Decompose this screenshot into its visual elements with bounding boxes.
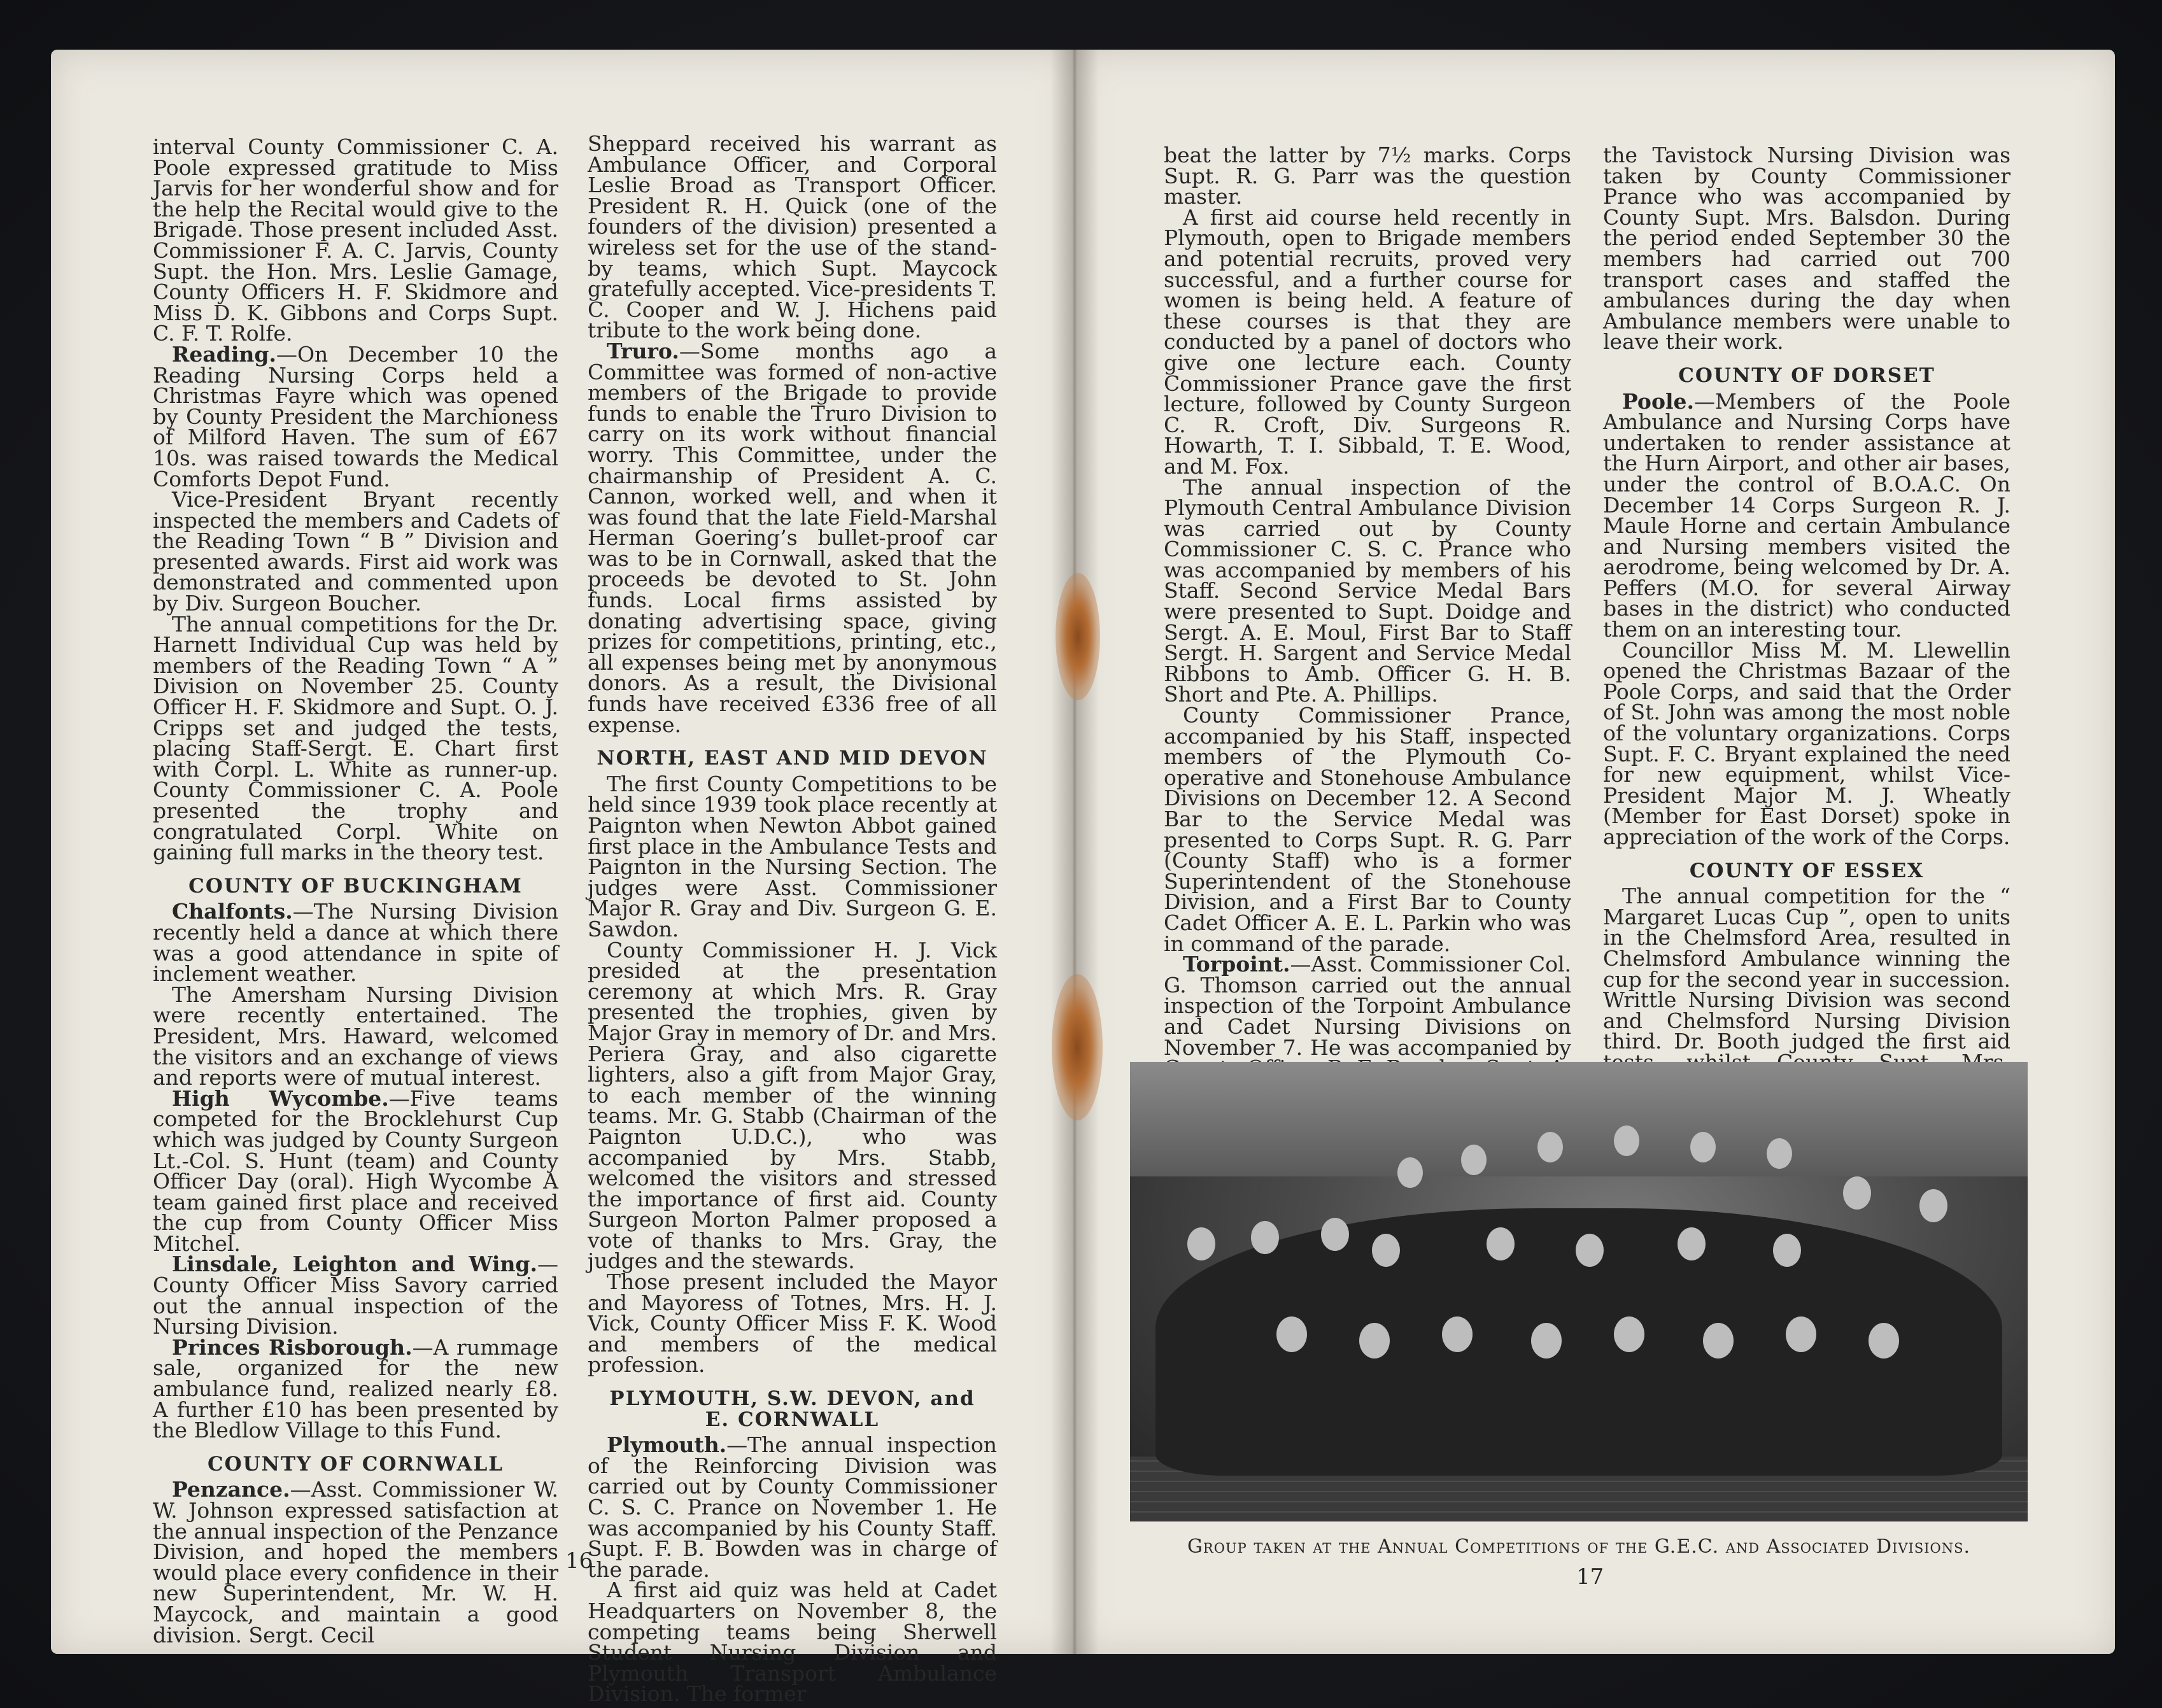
column-2 xyxy=(588,131,997,1707)
rust-stain-upper xyxy=(1056,573,1100,700)
photo-face xyxy=(1461,1145,1487,1175)
section-lead: Linsdale, Leighton and Wing. xyxy=(172,1252,537,1277)
paragraph: The annual inspection of the Plymouth Central Ambulance Division was carried out by County Commissioner C. S. C. Prance who was accompanied by members of his Staff. Second Service Medal Bars were presented to Supt. Doidge and Sergt. A. E. Moul, First Bar to Staff Sergt. H. Sargent and Service Medal Ribbons to Amb. Officer G. H. B. Short and Pte. A. Phillips. xyxy=(1164,474,1571,707)
photo-face xyxy=(1372,1234,1400,1267)
section-lead: Truro. xyxy=(607,338,679,363)
section-heading: COUNTY OF DORSET xyxy=(1678,363,1935,387)
section-lead: Penzance. xyxy=(172,1477,290,1502)
paragraph: County Commissioner H. J. Vick presided at the presentation ceremony at which Mrs. R. Gray presented the trophies, given by Major Gray in memory of Dr. and Mrs. Periera Gray, and also cigarette lighters, also a gift from Major Gray, to each member of the winning teams. Mr. G. Stabb (Chairman of the Paignton U.D.C.), who was accompanied by Mrs. Stabb, welcomed the visitors and stressed the importance of first aid. County Surgeon Morton Palmer proposed a vote of thanks to Mrs. Gray, the judges and the stewards. xyxy=(588,937,997,1274)
photo-face xyxy=(1442,1316,1473,1352)
photo-face xyxy=(1251,1221,1279,1254)
paragraph: The Amersham Nursing Division were recently entertained. The President, Mrs. Haward, welcomed the visitors and an exchange of views and reports were of mutual interest. xyxy=(153,982,558,1090)
paragraph: The annual competition for the “ Margaret Lucas Cup ”, open to units in the Chelmsford Area, resulted in Chelmsford Ambulance winning the cup for the second year in succession. Writtle Nursing Division was second and Chelmsford Nursing Division third. Dr. Booth judged the first aid xyxy=(1603,884,2010,1054)
section-lead: Reading. xyxy=(172,341,276,367)
paragraph: County Commissioner Prance, accompanied by his Staff, inspected members of the Plymouth Co-operative and Stonehouse Ambulance Divisions on December 12. A Second Bar to the Service Medal was presented to Corps Supt. R. G. Parr (County Staff) who is a former Superintendent of the Stonehouse Division, and a First Bar to County Cadet Officer A. E. L. Parkin who was in command of the parade. xyxy=(1164,703,1571,956)
photo-face xyxy=(1786,1316,1816,1352)
paragraph xyxy=(153,1254,558,1337)
section-lead: High Wycombe. xyxy=(172,1085,389,1111)
paragraph xyxy=(588,338,997,737)
paragraph: A first aid course held recently in Plymouth, open to Brigade members and potential recruits, proved very successful, and a further course for women is being held. A feature of these courses is that they are conducted by a panel of doctors who give one lecture each. County Commissioner Prance gave the first lecture, followed by County Surgeon C. R. Croft, Div. Surgeons R. Howarth, T. I. Sibbald, T. E. Wood, and M. Fox. xyxy=(1164,204,1571,479)
column-4 xyxy=(1603,145,2010,1115)
section-heading: COUNTY OF ESSEX xyxy=(1689,859,1925,882)
section-lead: Torpoint. xyxy=(1183,952,1290,977)
paragraph-text: —Members of the Poole Ambulance and Nursing Corps have undertaken to render assistance at the Hurn Airport, and other air bases, under the control of B.O.A.C. On December 14 Corps Surgeon R. J. Maule Horne and certain Ambulance and Nursing members visited the aerodrome, being welcomed by Dr. A. Peffers (M.O. for several Airway bases in the district) who conducted them on an interesting tour. xyxy=(1603,388,2010,642)
section-heading: NORTH, EAST AND MID DEVON xyxy=(597,747,988,770)
section-heading: E. CORNWALL xyxy=(705,1408,880,1431)
photo-face xyxy=(1773,1234,1801,1267)
paragraph xyxy=(153,1334,558,1443)
paragraph: Councillor Miss M. M. Llewellin opened the Christmas Bazaar of the Poole Corps, and said that the Order of St. John was among the most noble of the voluntary organizations. Corps Supt. F. C. Bryant explained the need for new equipment, whilst Vice-President Major M. J. Wheatly (Member for East Dorset) spoke in appreciation of the work of the Corps. xyxy=(1603,637,2010,849)
paragraph xyxy=(1603,388,2010,642)
paragraph xyxy=(153,341,558,491)
section-lead: Princes Risborough. xyxy=(172,1334,413,1360)
paragraph-text: —County Officer Miss Savory carried out the annual inspection of the Nursing Division. xyxy=(153,1252,558,1339)
paragraph: The first County Competitions to be held since 1939 took place recently at Paignton when Newton Abbot gained first place in the Ambulance Tests and Paignton in the Nursing Section. The judges were Asst. Commissioner Major R. Gray and Div. Surgeon G. E. Sawdon. xyxy=(588,771,997,942)
photo-face xyxy=(1919,1189,1947,1222)
rust-stain-lower xyxy=(1052,974,1103,1120)
paragraph: interval County Commissioner C. A. Poole expressed gratitude to Miss Jarvis for her wonderful show and for the help the Recital would give to the Brigade. Those present included Asst. Commissioner F. A. C. Jarvis, County Supt. the Hon. Mrs. Leslie Gamage, County Officers H. F. Skidmore and Miss D. K. Gibbons and Corps Supt. C. F. T. Rolfe. xyxy=(153,134,558,346)
paragraph: Vice-President Bryant recently inspected the members and Cadets of the Reading Town “ B ” Division and presented awards. First aid work was demonstrated and commented upon by Div. Surgeon Boucher. xyxy=(153,487,558,616)
section-lead: Poole. xyxy=(1622,388,1694,414)
paragraph-text: —The annual inspection of the Reinforcing Division was carried out by County Commissioner C. S. C. Prance on November 1. He was accompanied by his County Staff. Supt. F. B. Bowden was in charge of the parade. xyxy=(588,1432,997,1582)
paragraph: beat the latter by 7½ marks. Corps Supt. R. G. Parr was the question master. xyxy=(1164,143,1571,209)
paragraph-text: —On December 10 the Reading Nursing Corps held a Christmas Fayre which was opened by County President the Marchioness of Milford Haven. The sum of £67 10s. was raised towards the Medical Comforts Depot Fund. xyxy=(153,341,558,491)
photo-face xyxy=(1678,1227,1706,1260)
photo-face xyxy=(1531,1323,1562,1359)
photo-background xyxy=(1130,1062,2028,1176)
paragraph: the Tavistock Nursing Division was taken by County Commissioner Prance who was accompanied by County Supt. Mrs. Balsdon. During the period ended September 30 the members had carried out 700 transport cases and staffed the ambulances during the day when Ambulance members were unable to leave their work. xyxy=(1603,143,2010,355)
page-number-right: 17 xyxy=(1576,1564,1604,1590)
photo-caption: Group taken at the Annual Competitions of the G.E.C. and Associated Divisions. xyxy=(1187,1535,1971,1558)
paragraph: Those present included the Mayor and Mayoress of Totnes, Mrs. H. J. Vick, County Officer Miss F. K. Wood and members of the medical profession. xyxy=(588,1269,997,1378)
column-1 xyxy=(153,134,558,1648)
section-heading: PLYMOUTH, S.W. DEVON, and xyxy=(609,1387,975,1411)
paragraph: The annual competitions for the Dr. Harnett Individual Cup was held by members of the Reading Town “ A ” Division on November 25. County Officer H. F. Skidmore and Supt. O. J. Cripps set and judged the tests, placing Staff-Sergt. E. Chart first with Corpl. L. White as runner-up. County Commissioner C. A. Poole presented the trophy and congratulated Corpl. White on gaining full marks in the theory test. xyxy=(153,611,558,865)
section-heading: COUNTY OF BUCKINGHAM xyxy=(188,874,523,898)
photo-face xyxy=(1397,1157,1423,1188)
page-number-left: 16 xyxy=(565,1548,593,1574)
photo-face xyxy=(1359,1323,1390,1359)
paragraph: A first aid quiz was held at Cadet Headquarters on November 8, the competing teams being Sherwell Student Nursing Division and Plymouth Transport Ambulance Division. The former xyxy=(588,1577,997,1707)
binding-gutter xyxy=(1050,50,1099,1654)
group-photograph xyxy=(1130,1062,2028,1521)
paragraph-text: —Five teams competed for the Brocklehurst Cup which was judged by County Surgeon Lt.-Col. S. Hunt (team) and County Officer Day (oral). High Wycombe A team gained first place and received the cup from County Officer Miss Mitchel. xyxy=(153,1085,558,1256)
paragraph-text: —Some months ago a Committee was formed of non-active members of the Brigade to provide funds to enable the Truro Division to carry on its work without financial worry. This Committee, under the chairmanship of President A. C. Cannon, worked well, and when it was found that the late Field-Marshal Herman Goering’s bullet-proof car was to be in Cornwall, asked that the proceeds be devoted to St. John funds. Local firms assisted by donating advertising space, giving prizes for competitions, printing, etc., all expenses being met by anonymous donors. As a result, the Divisional funds have received £336 free of all expense. xyxy=(588,338,997,737)
section-lead: Chalfonts. xyxy=(172,899,293,924)
section-heading: COUNTY OF CORNWALL xyxy=(207,1452,504,1476)
section-lead: Plymouth. xyxy=(607,1432,727,1458)
photo-face xyxy=(1703,1323,1734,1359)
column-3 xyxy=(1164,145,1571,1183)
photo-face xyxy=(1187,1227,1215,1260)
photo-face xyxy=(1321,1218,1349,1251)
paragraph-text: —A rummage sale, organized for the new ambulance fund, realized nearly £8. A further £10 has been presented by the Bledlow Village to this Fund. xyxy=(153,1334,558,1443)
photo-face xyxy=(1576,1234,1604,1267)
photo-face xyxy=(1690,1132,1716,1162)
photo-face xyxy=(1487,1227,1515,1260)
paragraph-text: —Asst. Commissioner W. W. Johnson expressed satisfaction at the annual inspection of the Penzance Division, and hoped the members would place every confidence in their new Superintendent, Mr. W. H. Maycock, and maintain a good division. Sergt. Cecil xyxy=(153,1477,558,1648)
paragraph xyxy=(153,899,558,987)
paragraph xyxy=(588,1432,997,1582)
photo-face xyxy=(1614,1316,1644,1352)
paragraph xyxy=(153,1479,558,1646)
paragraph-text: —The Nursing Division recently held a dance at which there was a good attendance in spite of inclement weather. xyxy=(153,899,558,987)
photo-face xyxy=(1537,1132,1563,1162)
photo-face xyxy=(1614,1126,1639,1156)
paragraph xyxy=(153,1085,558,1256)
photo-face xyxy=(1276,1316,1307,1352)
paragraph: Sheppard received his warrant as Ambulance Officer, and Corporal Leslie Broad as Transport Officer. President R. H. Quick (one of the founders of the division) presented a wireless set for the use of the stand-by teams, which Supt. Maycock gratefully accepted. Vice-presidents T. C. Cooper and W. J. Hichens paid tribute to the work being done. xyxy=(588,131,997,343)
photo-face xyxy=(1843,1176,1871,1210)
photo-face xyxy=(1767,1138,1792,1169)
paragraph-text: —Asst. Commissioner Col. G. Thomson carried out the annual inspection of the Torpoint Ambulance and Cadet Nursing Divisions on November 7. He was accompanied by xyxy=(1164,952,1571,1060)
photo-face xyxy=(1869,1323,1899,1359)
